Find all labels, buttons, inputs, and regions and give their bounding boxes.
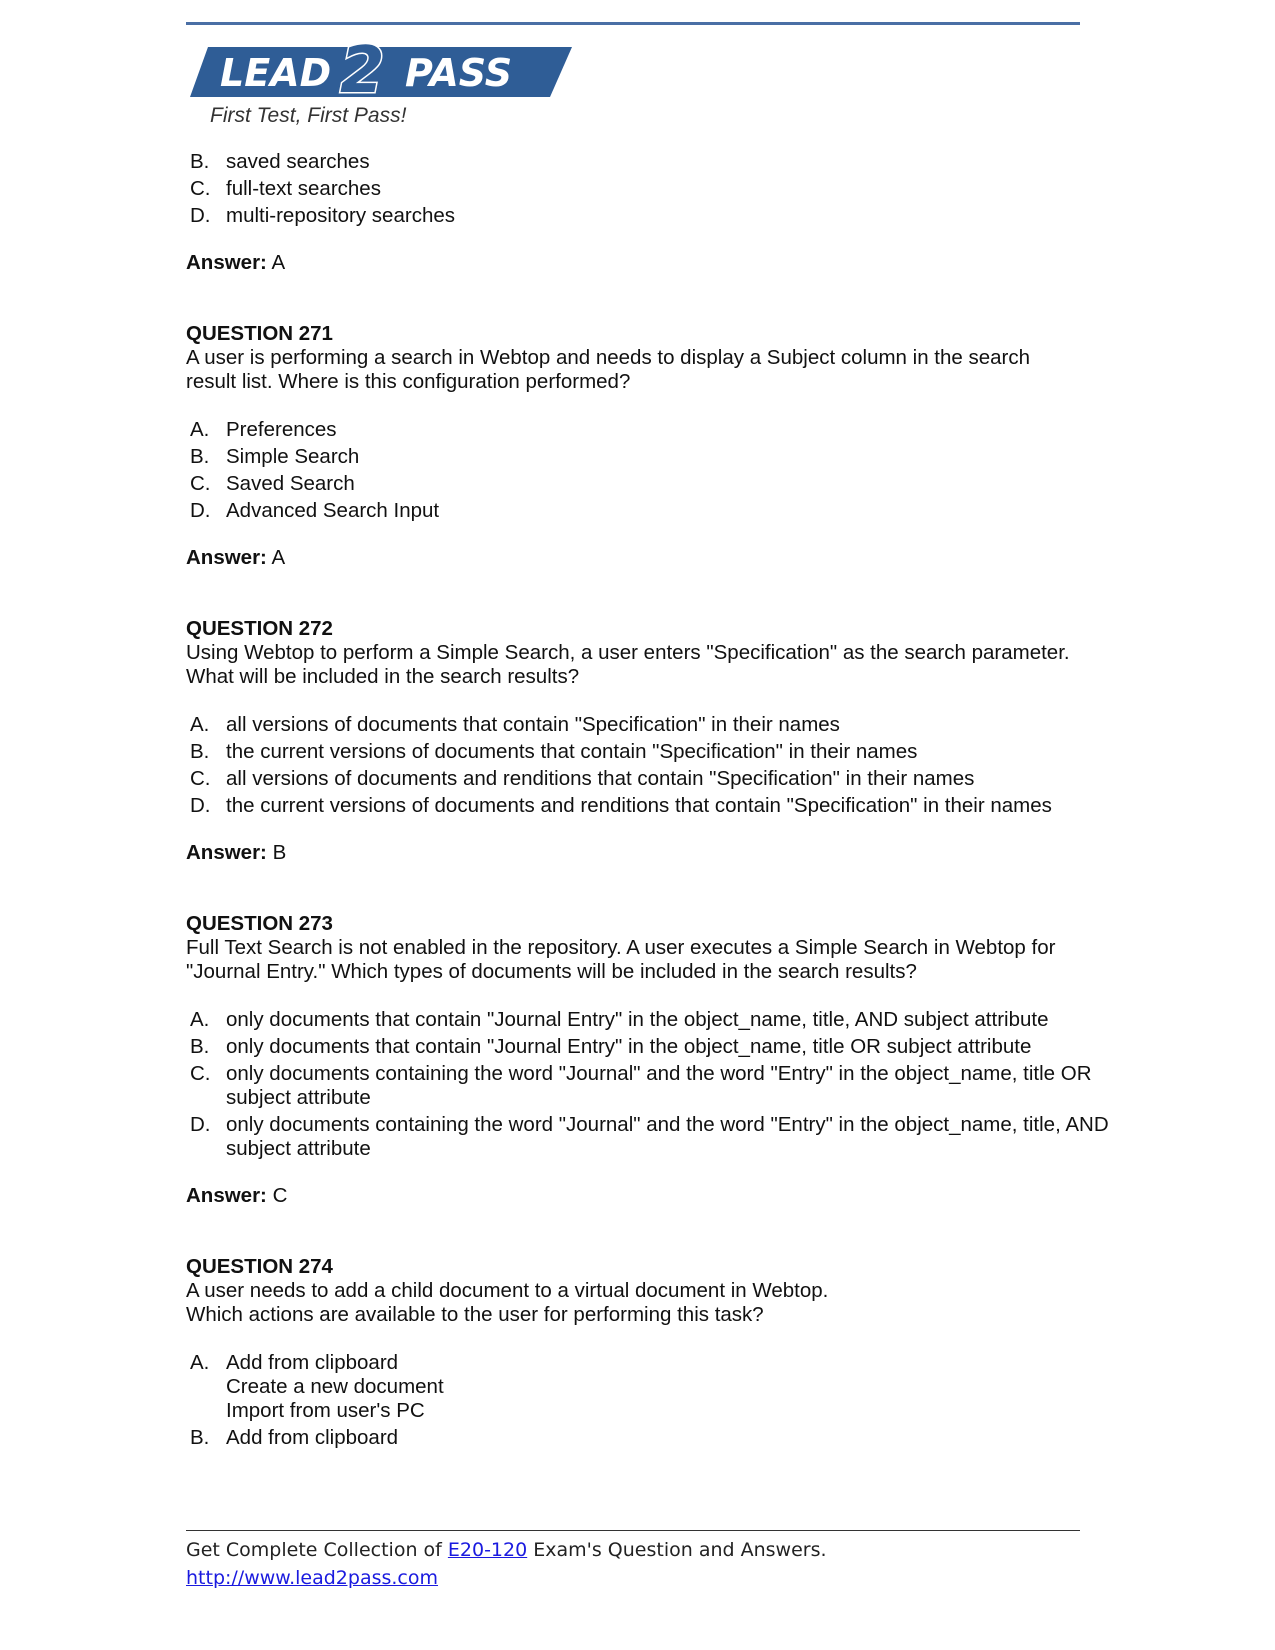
- option-letter: D.: [190, 794, 211, 817]
- question-block: [186, 912, 1131, 1208]
- question-text: [186, 936, 1131, 984]
- option-item: [186, 177, 1131, 201]
- previous-question-continuation: [186, 150, 1131, 275]
- option-line: subject attribute: [226, 1086, 371, 1109]
- option-letter: C.: [190, 177, 211, 200]
- option-text: [226, 713, 1131, 737]
- option-item: [186, 767, 1131, 791]
- option-letter: B.: [190, 740, 210, 763]
- option-text: [226, 150, 1131, 174]
- question-title: QUESTION 273: [186, 912, 333, 935]
- option-letter: B.: [190, 150, 210, 173]
- option-letter: A.: [190, 418, 210, 441]
- option-item: [186, 445, 1131, 469]
- question-list: [186, 322, 1131, 1450]
- answer-line: [186, 1184, 1131, 1208]
- question-text-line: Using Webtop to perform a Simple Search, a user enters "Specification" as the search parameter.: [186, 641, 1070, 664]
- option-list: [186, 150, 1131, 228]
- header-rule: [186, 22, 1080, 25]
- document-body: [186, 150, 1131, 1450]
- option-line: Advanced Search Input: [226, 499, 440, 522]
- option-item: [186, 1062, 1131, 1110]
- option-line: Add from clipboard: [226, 1426, 399, 1449]
- footer-suffix: Exam's Question and Answers.: [527, 1539, 827, 1561]
- option-letter: D.: [190, 499, 211, 522]
- question-title: QUESTION 274: [186, 1255, 333, 1278]
- option-item: [186, 713, 1131, 737]
- option-letter: C.: [190, 767, 211, 790]
- option-line: full-text searches: [226, 177, 381, 200]
- footer-line: [186, 1536, 827, 1564]
- question-text-line: "Journal Entry." Which types of documents will be included in the search results?: [186, 960, 917, 983]
- option-line: Import from user's PC: [226, 1399, 425, 1422]
- option-line: subject attribute: [226, 1137, 371, 1160]
- option-item: [186, 1426, 1131, 1450]
- logo-digit: 2: [340, 34, 385, 108]
- answer-label: Answer:: [186, 1184, 267, 1207]
- option-letter: A.: [190, 1008, 210, 1031]
- exam-link[interactable]: E20-120: [447, 1539, 528, 1561]
- answer-label: Answer:: [186, 841, 267, 864]
- option-text: [226, 794, 1131, 818]
- option-line: the current versions of documents that contain "Specification" in their names: [226, 740, 918, 763]
- option-list: [186, 418, 1131, 523]
- question-title: QUESTION 272: [186, 617, 333, 640]
- site-line: [186, 1564, 827, 1592]
- question-title: QUESTION 271: [186, 322, 333, 345]
- option-item: [186, 1035, 1131, 1059]
- option-line: Saved Search: [226, 472, 355, 495]
- option-letter: C.: [190, 1062, 211, 1085]
- question-text-line: What will be included in the search results?: [186, 665, 580, 688]
- option-list: [186, 713, 1131, 818]
- option-item: [186, 499, 1131, 523]
- question-text-line: result list. Where is this configuration performed?: [186, 370, 631, 393]
- option-line: Create a new document: [226, 1375, 444, 1398]
- answer-value: B: [272, 841, 287, 864]
- option-item: [186, 1113, 1131, 1161]
- answer-label: Answer:: [186, 251, 267, 274]
- option-line: Add from clipboard: [226, 1351, 399, 1374]
- option-text: [226, 740, 1131, 764]
- option-item: [186, 1008, 1131, 1032]
- option-list: [186, 1008, 1131, 1161]
- option-letter: B.: [190, 1035, 210, 1058]
- option-item: [186, 204, 1131, 228]
- answer-value: A: [271, 251, 286, 274]
- question-text: [186, 641, 1131, 689]
- option-text: [226, 1351, 1131, 1423]
- option-item: [186, 794, 1131, 818]
- option-text: [226, 445, 1131, 469]
- option-item: [186, 1351, 1131, 1423]
- question-text: [186, 346, 1131, 394]
- logo-word-left: LEAD: [220, 51, 332, 95]
- option-text: [226, 177, 1131, 201]
- question-text-line: A user needs to add a child document to a virtual document in Webtop.: [186, 1279, 829, 1302]
- question-block: [186, 322, 1131, 570]
- question-text-line: Which actions are available to the user for performing this task?: [186, 1303, 764, 1326]
- option-line: only documents that contain "Journal Entry" in the object_name, title OR subject attribute: [226, 1035, 1032, 1058]
- option-line: only documents containing the word "Journal" and the word "Entry" in the object_name, title OR: [226, 1062, 1092, 1085]
- option-letter: D.: [190, 204, 211, 227]
- option-item: [186, 150, 1131, 174]
- answer-line: [186, 251, 1131, 275]
- page-footer: [186, 1536, 827, 1592]
- question-block: [186, 1255, 1131, 1450]
- answer-line: [186, 841, 1131, 865]
- option-text: [226, 499, 1131, 523]
- answer-label: Answer:: [186, 546, 267, 569]
- answer-line: [186, 546, 1131, 570]
- option-letter: A.: [190, 1351, 210, 1374]
- option-list: [186, 1351, 1131, 1450]
- option-line: only documents containing the word "Journal" and the word "Entry" in the object_name, title, AND: [226, 1113, 1109, 1136]
- logo-tagline: First Test, First Pass!: [210, 104, 407, 127]
- option-line: all versions of documents that contain "Specification" in their names: [226, 713, 840, 736]
- question-text-line: A user is performing a search in Webtop and needs to display a Subject column in the search: [186, 346, 1031, 369]
- option-line: only documents that contain "Journal Entry" in the object_name, title, AND subject attribute: [226, 1008, 1049, 1031]
- option-letter: B.: [190, 1426, 210, 1449]
- site-link[interactable]: http://www.lead2pass.com: [186, 1567, 439, 1589]
- answer-value: C: [272, 1184, 288, 1207]
- option-item: [186, 740, 1131, 764]
- question-text-line: Full Text Search is not enabled in the repository. A user executes a Simple Search in Webtop for: [186, 936, 1056, 959]
- option-line: saved searches: [226, 150, 370, 173]
- option-line: multi-repository searches: [226, 204, 455, 227]
- option-letter: B.: [190, 445, 210, 468]
- option-letter: C.: [190, 472, 211, 495]
- footer-prefix: Get Complete Collection of: [186, 1539, 448, 1561]
- question-text: [186, 1279, 1131, 1327]
- option-line: all versions of documents and renditions that contain "Specification" in their names: [226, 767, 975, 790]
- option-line: the current versions of documents and renditions that contain "Specification" in their names: [226, 794, 1052, 817]
- answer-value: A: [271, 546, 286, 569]
- option-item: [186, 418, 1131, 442]
- option-text: [226, 1062, 1131, 1110]
- option-text: [226, 1008, 1131, 1032]
- option-text: [226, 204, 1131, 228]
- lead2pass-logo: [190, 32, 590, 132]
- option-text: [226, 1035, 1131, 1059]
- option-letter: A.: [190, 713, 210, 736]
- option-line: Simple Search: [226, 445, 360, 468]
- option-text: [226, 1426, 1131, 1450]
- option-text: [226, 1113, 1131, 1161]
- question-block: [186, 617, 1131, 865]
- logo-word-right: PASS: [405, 51, 513, 95]
- option-letter: D.: [190, 1113, 211, 1136]
- option-item: [186, 472, 1131, 496]
- option-line: Preferences: [226, 418, 337, 441]
- footer-rule: [186, 1530, 1080, 1531]
- option-text: [226, 472, 1131, 496]
- option-text: [226, 767, 1131, 791]
- option-text: [226, 418, 1131, 442]
